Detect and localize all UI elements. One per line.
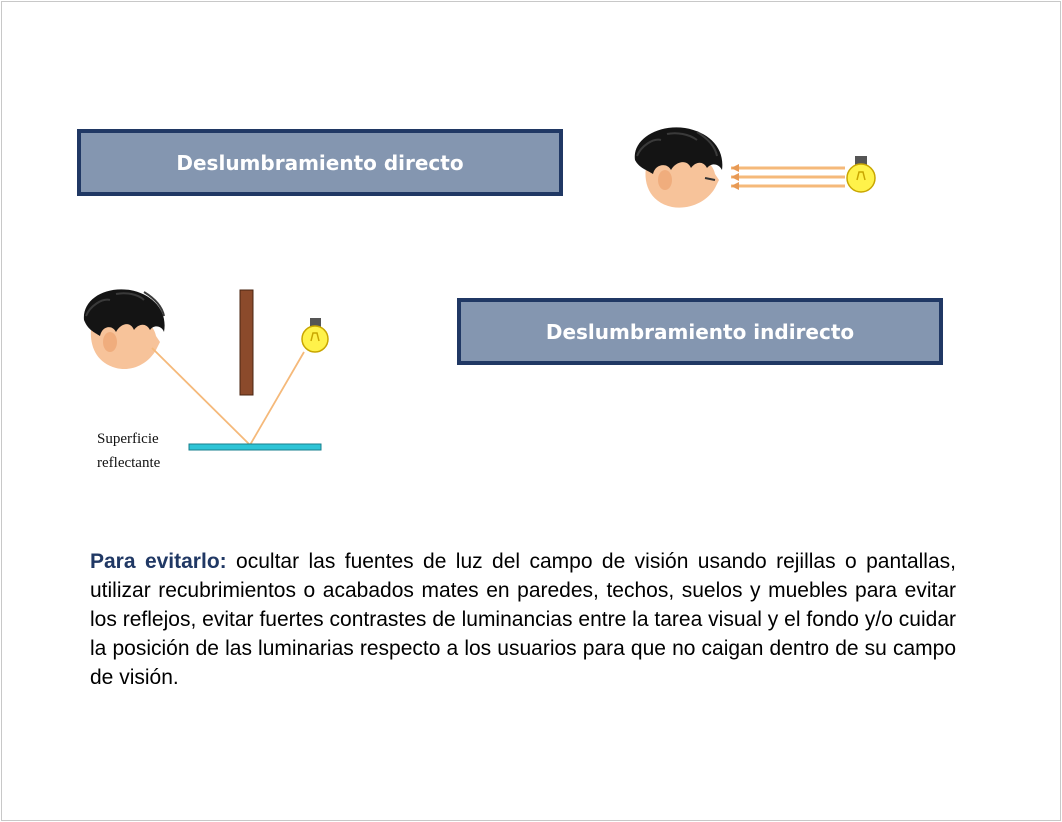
light-bulb-icon <box>302 318 328 352</box>
barrier <box>240 290 253 395</box>
light-rays <box>731 164 845 190</box>
direct-glare-illustration <box>627 122 887 217</box>
reflective-surface-label-line1: Superficie <box>97 431 159 447</box>
direct-glare-title-box <box>77 129 563 196</box>
slide <box>1 1 1061 821</box>
prevention-lead: Para evitarlo: <box>90 550 227 573</box>
indirect-glare-title-box <box>457 298 943 365</box>
prevention-paragraph <box>90 547 956 692</box>
light-bulb-icon <box>847 156 875 192</box>
indirect-glare-title: Deslumbramiento indirecto <box>545 319 855 344</box>
person-head-icon <box>635 127 723 207</box>
reflective-surface <box>189 444 321 450</box>
reflective-surface-label-line2: reflectante <box>97 455 161 471</box>
person-head-icon <box>84 289 165 369</box>
prevention-text: ocultar las fuentes de luz del campo de visión usando rejillas o pantallas, utilizar recubrimientos o acabados mates en paredes, techos, suelos y muebles para evitar los reflejos, evitar fuertes contrastes de luminancias entre la tarea visual y el fondo y/o cuidar la posición de las luminarias respecto a los usuarios para que no caigan dentro de su campo de visión. <box>90 550 956 689</box>
reflective-surface-label <box>97 427 160 475</box>
reflected-light-rays <box>152 348 304 445</box>
direct-glare-title: Deslumbramiento directo <box>176 150 464 175</box>
